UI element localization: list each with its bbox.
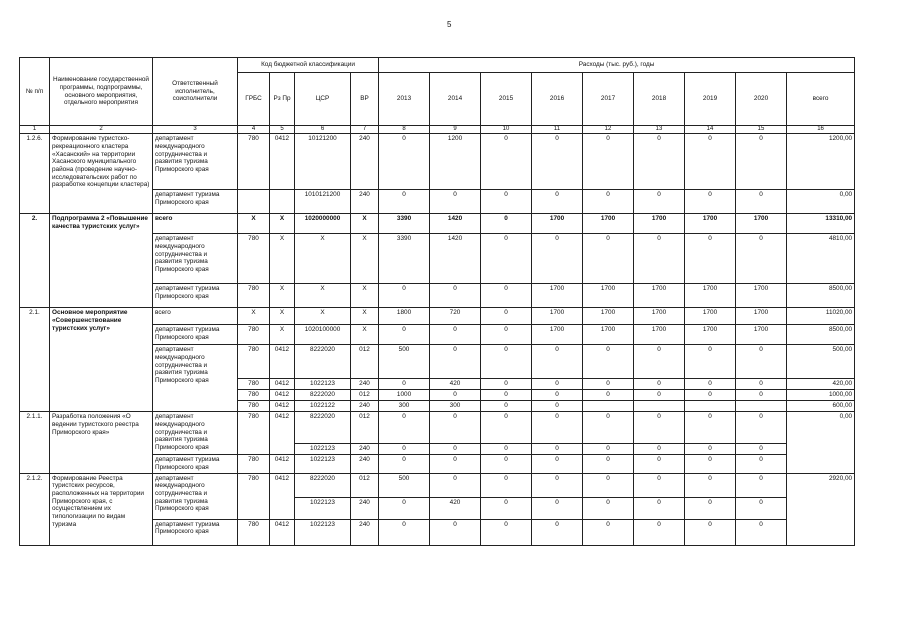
cell-rzpr: Х — [270, 284, 295, 308]
column-number: 16 — [787, 126, 855, 134]
cell-year: 1700 — [583, 284, 634, 308]
row-number: 1.2.6. — [20, 134, 50, 214]
cell-year: 0 — [685, 497, 736, 519]
cell-year: 0 — [634, 412, 685, 444]
cell-year: 0 — [430, 519, 481, 545]
row-number: 2.1. — [20, 308, 50, 412]
cell-year: 0 — [532, 345, 583, 379]
cell-year: 0 — [583, 455, 634, 473]
cell-total: 420,00 — [787, 379, 855, 390]
cell-year: 0 — [685, 455, 736, 473]
cell-rzpr: Х — [270, 325, 295, 345]
cell-year: 0 — [685, 390, 736, 401]
cell-year: 0 — [379, 519, 430, 545]
cell-csr: 8222020 — [295, 390, 351, 401]
cell-year: 0 — [736, 455, 787, 473]
cell-year: 1700 — [634, 325, 685, 345]
cell-year: 0 — [685, 444, 736, 455]
cell-year: 0 — [685, 473, 736, 497]
cell-year: 1700 — [532, 214, 583, 234]
column-number: 10 — [481, 126, 532, 134]
row-executor: департамент международного сотрудничества и развития туризма Приморского края — [153, 345, 238, 412]
cell-year: 0 — [583, 190, 634, 214]
cell-year: 1700 — [634, 214, 685, 234]
cell-csr: 1022123 — [295, 497, 351, 519]
cell-year: 0 — [583, 234, 634, 284]
column-number: 8 — [379, 126, 430, 134]
column-number: 1 — [20, 126, 50, 134]
cell-year: 0 — [634, 519, 685, 545]
cell-vr: Х — [351, 284, 379, 308]
column-number: 11 — [532, 126, 583, 134]
row-executor: департамент международного сотрудничества и развития туризма Приморского края — [153, 473, 238, 519]
cell-year: 0 — [736, 345, 787, 379]
cell-grbs — [238, 190, 270, 214]
column-number: 14 — [685, 126, 736, 134]
cell-year: 1700 — [532, 284, 583, 308]
cell-year: 0 — [481, 473, 532, 497]
cell-csr: 1022123 — [295, 444, 351, 455]
header-year: 2013 — [379, 73, 430, 126]
cell-total: 4810,00 — [787, 234, 855, 284]
cell-year: 0 — [634, 444, 685, 455]
cell-year: 0 — [532, 190, 583, 214]
row-executor: департамент туризма Приморского края — [153, 519, 238, 545]
cell-grbs: 780 — [238, 379, 270, 390]
column-number: 2 — [50, 126, 153, 134]
cell-year: 0 — [532, 412, 583, 444]
column-number: 6 — [295, 126, 351, 134]
header-total: всего — [787, 73, 855, 126]
cell-year: 0 — [634, 455, 685, 473]
cell-total: 600,00 — [787, 401, 855, 412]
page-number: 5 — [447, 20, 452, 29]
cell-csr: Х — [295, 234, 351, 284]
cell-vr: 012 — [351, 390, 379, 401]
cell-year: 0 — [583, 444, 634, 455]
cell-rzpr: 0412 — [270, 345, 295, 379]
cell-year: 0 — [583, 390, 634, 401]
cell-rzpr: 0412 — [270, 134, 295, 190]
cell-grbs: 780 — [238, 284, 270, 308]
cell-year: 0 — [583, 134, 634, 190]
cell-year: 0 — [634, 497, 685, 519]
row-name: Формирование туристско-рекреационного кластера «Хасанский» на территории Хасанского муниципального района (проведение научно-исследовательских работ по разработке концепции кластера) — [50, 134, 153, 214]
cell-year: 0 — [430, 473, 481, 497]
row-name: Основное мероприятие «Совершенствование туристских услуг» — [50, 308, 153, 412]
cell-vr: 240 — [351, 379, 379, 390]
table-row — [20, 308, 855, 325]
cell-year: 1700 — [532, 308, 583, 325]
cell-rzpr: 0412 — [270, 473, 295, 519]
cell-year: 1200 — [430, 134, 481, 190]
cell-year: 0 — [583, 519, 634, 545]
column-number: 4 — [238, 126, 270, 134]
cell-year: 1700 — [736, 214, 787, 234]
cell-year: 0 — [430, 455, 481, 473]
cell-total: 11020,00 — [787, 308, 855, 325]
cell-year: 0 — [481, 214, 532, 234]
header-expenses: Расходы (тыс. руб.), годы — [379, 58, 855, 73]
cell-year: 0 — [481, 497, 532, 519]
cell-rzpr: 0412 — [270, 401, 295, 412]
cell-year: 0 — [379, 412, 430, 444]
cell-year: 0 — [583, 345, 634, 379]
cell-year: 0 — [532, 473, 583, 497]
cell-year: 0 — [634, 473, 685, 497]
cell-csr: 10121200 — [295, 134, 351, 190]
header-budget-code: Код бюджетной классификации — [238, 58, 379, 73]
cell-year: 0 — [634, 190, 685, 214]
row-executor: департамент туризма Приморского края — [153, 284, 238, 308]
cell-year — [736, 401, 787, 412]
cell-grbs: 780 — [238, 473, 270, 519]
cell-year: 0 — [685, 134, 736, 190]
cell-year: 0 — [379, 325, 430, 345]
cell-grbs: 780 — [238, 519, 270, 545]
row-executor: всего — [153, 214, 238, 234]
cell-csr: 8222020 — [295, 412, 351, 444]
cell-total: 8500,00 — [787, 284, 855, 308]
cell-vr: 240 — [351, 190, 379, 214]
cell-rzpr — [270, 190, 295, 214]
header-no: № п/п — [20, 58, 50, 126]
column-number: 7 — [351, 126, 379, 134]
cell-year: 300 — [430, 401, 481, 412]
cell-total: 13310,00 — [787, 214, 855, 234]
cell-rzpr: Х — [270, 234, 295, 284]
row-name: Подпрограмма 2 «Повышение качества туристских услуг» — [50, 214, 153, 308]
cell-year: 1700 — [736, 325, 787, 345]
cell-year: 1700 — [685, 284, 736, 308]
cell-rzpr: 0412 — [270, 412, 295, 455]
cell-year: 0 — [634, 345, 685, 379]
cell-year: 0 — [583, 497, 634, 519]
cell-csr: 1022123 — [295, 519, 351, 545]
cell-vr: 240 — [351, 455, 379, 473]
header-year: 2020 — [736, 73, 787, 126]
cell-csr: 1022123 — [295, 379, 351, 390]
cell-year: 0 — [634, 234, 685, 284]
cell-year: 0 — [685, 190, 736, 214]
cell-rzpr: 0412 — [270, 390, 295, 401]
cell-year: 0 — [430, 412, 481, 444]
cell-year: 0 — [532, 134, 583, 190]
cell-year: 0 — [736, 379, 787, 390]
cell-year: 1700 — [583, 308, 634, 325]
cell-csr: 1022123 — [295, 455, 351, 473]
cell-year: 0 — [481, 345, 532, 379]
cell-year: 300 — [379, 401, 430, 412]
cell-year: 0 — [481, 401, 532, 412]
cell-year: 0 — [583, 379, 634, 390]
cell-year: 1700 — [634, 284, 685, 308]
row-name: Разработка положения «О ведении туристского реестра Приморского края» — [50, 412, 153, 473]
cell-year: 0 — [736, 190, 787, 214]
row-executor: департамент туризма Приморского края — [153, 455, 238, 473]
cell-rzpr: Х — [270, 214, 295, 234]
cell-grbs: 780 — [238, 390, 270, 401]
cell-year: 0 — [532, 379, 583, 390]
table-row — [20, 214, 855, 234]
cell-year: 1000 — [379, 390, 430, 401]
cell-year: 0 — [532, 519, 583, 545]
cell-year: 0 — [532, 444, 583, 455]
column-number: 12 — [583, 126, 634, 134]
cell-total: 1200,00 — [787, 134, 855, 190]
cell-year: 3390 — [379, 234, 430, 284]
cell-grbs: 780 — [238, 325, 270, 345]
cell-vr: 240 — [351, 497, 379, 519]
cell-rzpr: 0412 — [270, 379, 295, 390]
cell-csr: 8222020 — [295, 345, 351, 379]
row-executor: департамент международного сотрудничества и развития туризма Приморского края — [153, 234, 238, 284]
cell-grbs: 780 — [238, 412, 270, 455]
cell-csr: 1022122 — [295, 401, 351, 412]
cell-year — [583, 401, 634, 412]
cell-total: 8500,00 — [787, 325, 855, 345]
header-name: Наименование государственной программы, подпрограммы, основного мероприятия, отдельного мероприятия — [50, 58, 153, 126]
cell-year: 0 — [430, 390, 481, 401]
cell-year: 0 — [481, 519, 532, 545]
cell-rzpr: 0412 — [270, 519, 295, 545]
cell-year: 0 — [379, 497, 430, 519]
header-rzpr: Рз Пр — [270, 73, 295, 126]
column-number: 3 — [153, 126, 238, 134]
header-csr: ЦСР — [295, 73, 351, 126]
cell-year: 0 — [481, 412, 532, 444]
header-year: 2015 — [481, 73, 532, 126]
row-executor: департамент туризма Приморского края — [153, 325, 238, 345]
cell-year: 1700 — [736, 308, 787, 325]
cell-rzpr: 0412 — [270, 455, 295, 473]
cell-rzpr: Х — [270, 308, 295, 325]
table-row — [20, 412, 855, 444]
cell-year: 1700 — [532, 325, 583, 345]
cell-vr: 012 — [351, 412, 379, 444]
cell-year: 0 — [634, 379, 685, 390]
cell-year: 1700 — [634, 308, 685, 325]
cell-year: 500 — [379, 345, 430, 379]
cell-csr: Х — [295, 284, 351, 308]
cell-year: 0 — [481, 308, 532, 325]
header-vr: ВР — [351, 73, 379, 126]
cell-year: 500 — [379, 473, 430, 497]
cell-year: 0 — [583, 473, 634, 497]
cell-vr: 240 — [351, 519, 379, 545]
cell-total: 1000,00 — [787, 390, 855, 401]
cell-year: 0 — [736, 390, 787, 401]
cell-year: 0 — [481, 134, 532, 190]
cell-vr: 240 — [351, 401, 379, 412]
cell-year: 0 — [685, 519, 736, 545]
cell-year: 0 — [736, 519, 787, 545]
cell-grbs: 780 — [238, 401, 270, 412]
cell-year: 420 — [430, 497, 481, 519]
row-executor: всего — [153, 308, 238, 325]
cell-year: 0 — [481, 455, 532, 473]
cell-year: 1700 — [583, 325, 634, 345]
budget-table — [19, 57, 855, 546]
cell-csr: 1020100000 — [295, 325, 351, 345]
cell-total: 500,00 — [787, 345, 855, 379]
cell-year: 1700 — [583, 214, 634, 234]
cell-grbs: 780 — [238, 345, 270, 379]
cell-year: 0 — [532, 234, 583, 284]
cell-year: 0 — [736, 473, 787, 497]
cell-year: 0 — [430, 345, 481, 379]
cell-vr: Х — [351, 214, 379, 234]
cell-vr: Х — [351, 325, 379, 345]
cell-vr: Х — [351, 308, 379, 325]
cell-year: 0 — [736, 497, 787, 519]
cell-year: 0 — [583, 412, 634, 444]
cell-year: 0 — [481, 284, 532, 308]
cell-year: 0 — [481, 390, 532, 401]
cell-vr: 012 — [351, 345, 379, 379]
cell-csr: Х — [295, 308, 351, 325]
cell-year: 0 — [430, 444, 481, 455]
cell-csr: 1010121200 — [295, 190, 351, 214]
cell-year: 0 — [685, 234, 736, 284]
cell-year: 1700 — [685, 325, 736, 345]
table-row — [20, 134, 855, 190]
row-number: 2. — [20, 214, 50, 308]
cell-grbs: Х — [238, 214, 270, 234]
column-number: 5 — [270, 126, 295, 134]
cell-year: 0 — [379, 284, 430, 308]
cell-year: 1700 — [736, 284, 787, 308]
cell-vr: 240 — [351, 134, 379, 190]
row-executor: департамент международного сотрудничества и развития туризма Приморского края — [153, 134, 238, 190]
cell-csr: 1020000000 — [295, 214, 351, 234]
column-number: 15 — [736, 126, 787, 134]
cell-year: 0 — [379, 134, 430, 190]
cell-vr: 012 — [351, 473, 379, 497]
cell-year — [634, 401, 685, 412]
cell-year: 0 — [379, 379, 430, 390]
cell-year: 0 — [430, 190, 481, 214]
cell-year — [685, 401, 736, 412]
cell-grbs: 780 — [238, 234, 270, 284]
cell-year: 0 — [379, 190, 430, 214]
header-year: 2014 — [430, 73, 481, 126]
cell-year: 0 — [736, 444, 787, 455]
table-row — [20, 473, 855, 497]
row-number: 2.1.2. — [20, 473, 50, 545]
cell-total: 2920,00 — [787, 473, 855, 545]
row-number: 2.1.1. — [20, 412, 50, 473]
header-year: 2018 — [634, 73, 685, 126]
cell-year: 0 — [379, 444, 430, 455]
cell-year: 0 — [481, 379, 532, 390]
cell-csr: 8222020 — [295, 473, 351, 497]
cell-year: 420 — [430, 379, 481, 390]
header-year: 2019 — [685, 73, 736, 126]
cell-year: 0 — [532, 455, 583, 473]
header-year: 2017 — [583, 73, 634, 126]
cell-vr: Х — [351, 234, 379, 284]
cell-year: 0 — [532, 390, 583, 401]
row-executor: департамент туризма Приморского края — [153, 190, 238, 214]
cell-year: 0 — [481, 190, 532, 214]
cell-year: 1420 — [430, 234, 481, 284]
cell-year: 0 — [634, 134, 685, 190]
cell-year: 1800 — [379, 308, 430, 325]
cell-year: 0 — [430, 325, 481, 345]
cell-grbs: 780 — [238, 134, 270, 190]
cell-year: 0 — [736, 234, 787, 284]
cell-year: 0 — [481, 234, 532, 284]
cell-year: 0 — [481, 444, 532, 455]
cell-year: 0 — [736, 134, 787, 190]
cell-year: 0 — [532, 401, 583, 412]
cell-grbs: Х — [238, 308, 270, 325]
cell-grbs: 780 — [238, 455, 270, 473]
cell-year: 0 — [685, 379, 736, 390]
cell-year: 1420 — [430, 214, 481, 234]
cell-year: 0 — [430, 284, 481, 308]
header-executor: Ответственный исполнитель, соисполнители — [153, 58, 238, 126]
cell-year: 720 — [430, 308, 481, 325]
header-year: 2016 — [532, 73, 583, 126]
cell-total: 0,00 — [787, 190, 855, 214]
cell-year: 0 — [685, 412, 736, 444]
cell-year: 0 — [481, 325, 532, 345]
row-executor: департамент международного сотрудничества и развития туризма Приморского края — [153, 412, 238, 455]
cell-year: 0 — [379, 455, 430, 473]
column-number: 13 — [634, 126, 685, 134]
row-name: Формирование Реестра туристских ресурсов, расположенных на территории Приморского края, с осуществлением их типологизации по видам туризма — [50, 473, 153, 545]
cell-year: 1700 — [685, 214, 736, 234]
column-number: 9 — [430, 126, 481, 134]
cell-year: 3390 — [379, 214, 430, 234]
header-grbs: ГРБС — [238, 73, 270, 126]
cell-total: 0,00 — [787, 412, 855, 473]
cell-year: 0 — [634, 390, 685, 401]
cell-vr: 240 — [351, 444, 379, 455]
cell-year: 0 — [532, 497, 583, 519]
cell-year: 0 — [685, 345, 736, 379]
cell-year: 1700 — [685, 308, 736, 325]
cell-year: 0 — [736, 412, 787, 444]
